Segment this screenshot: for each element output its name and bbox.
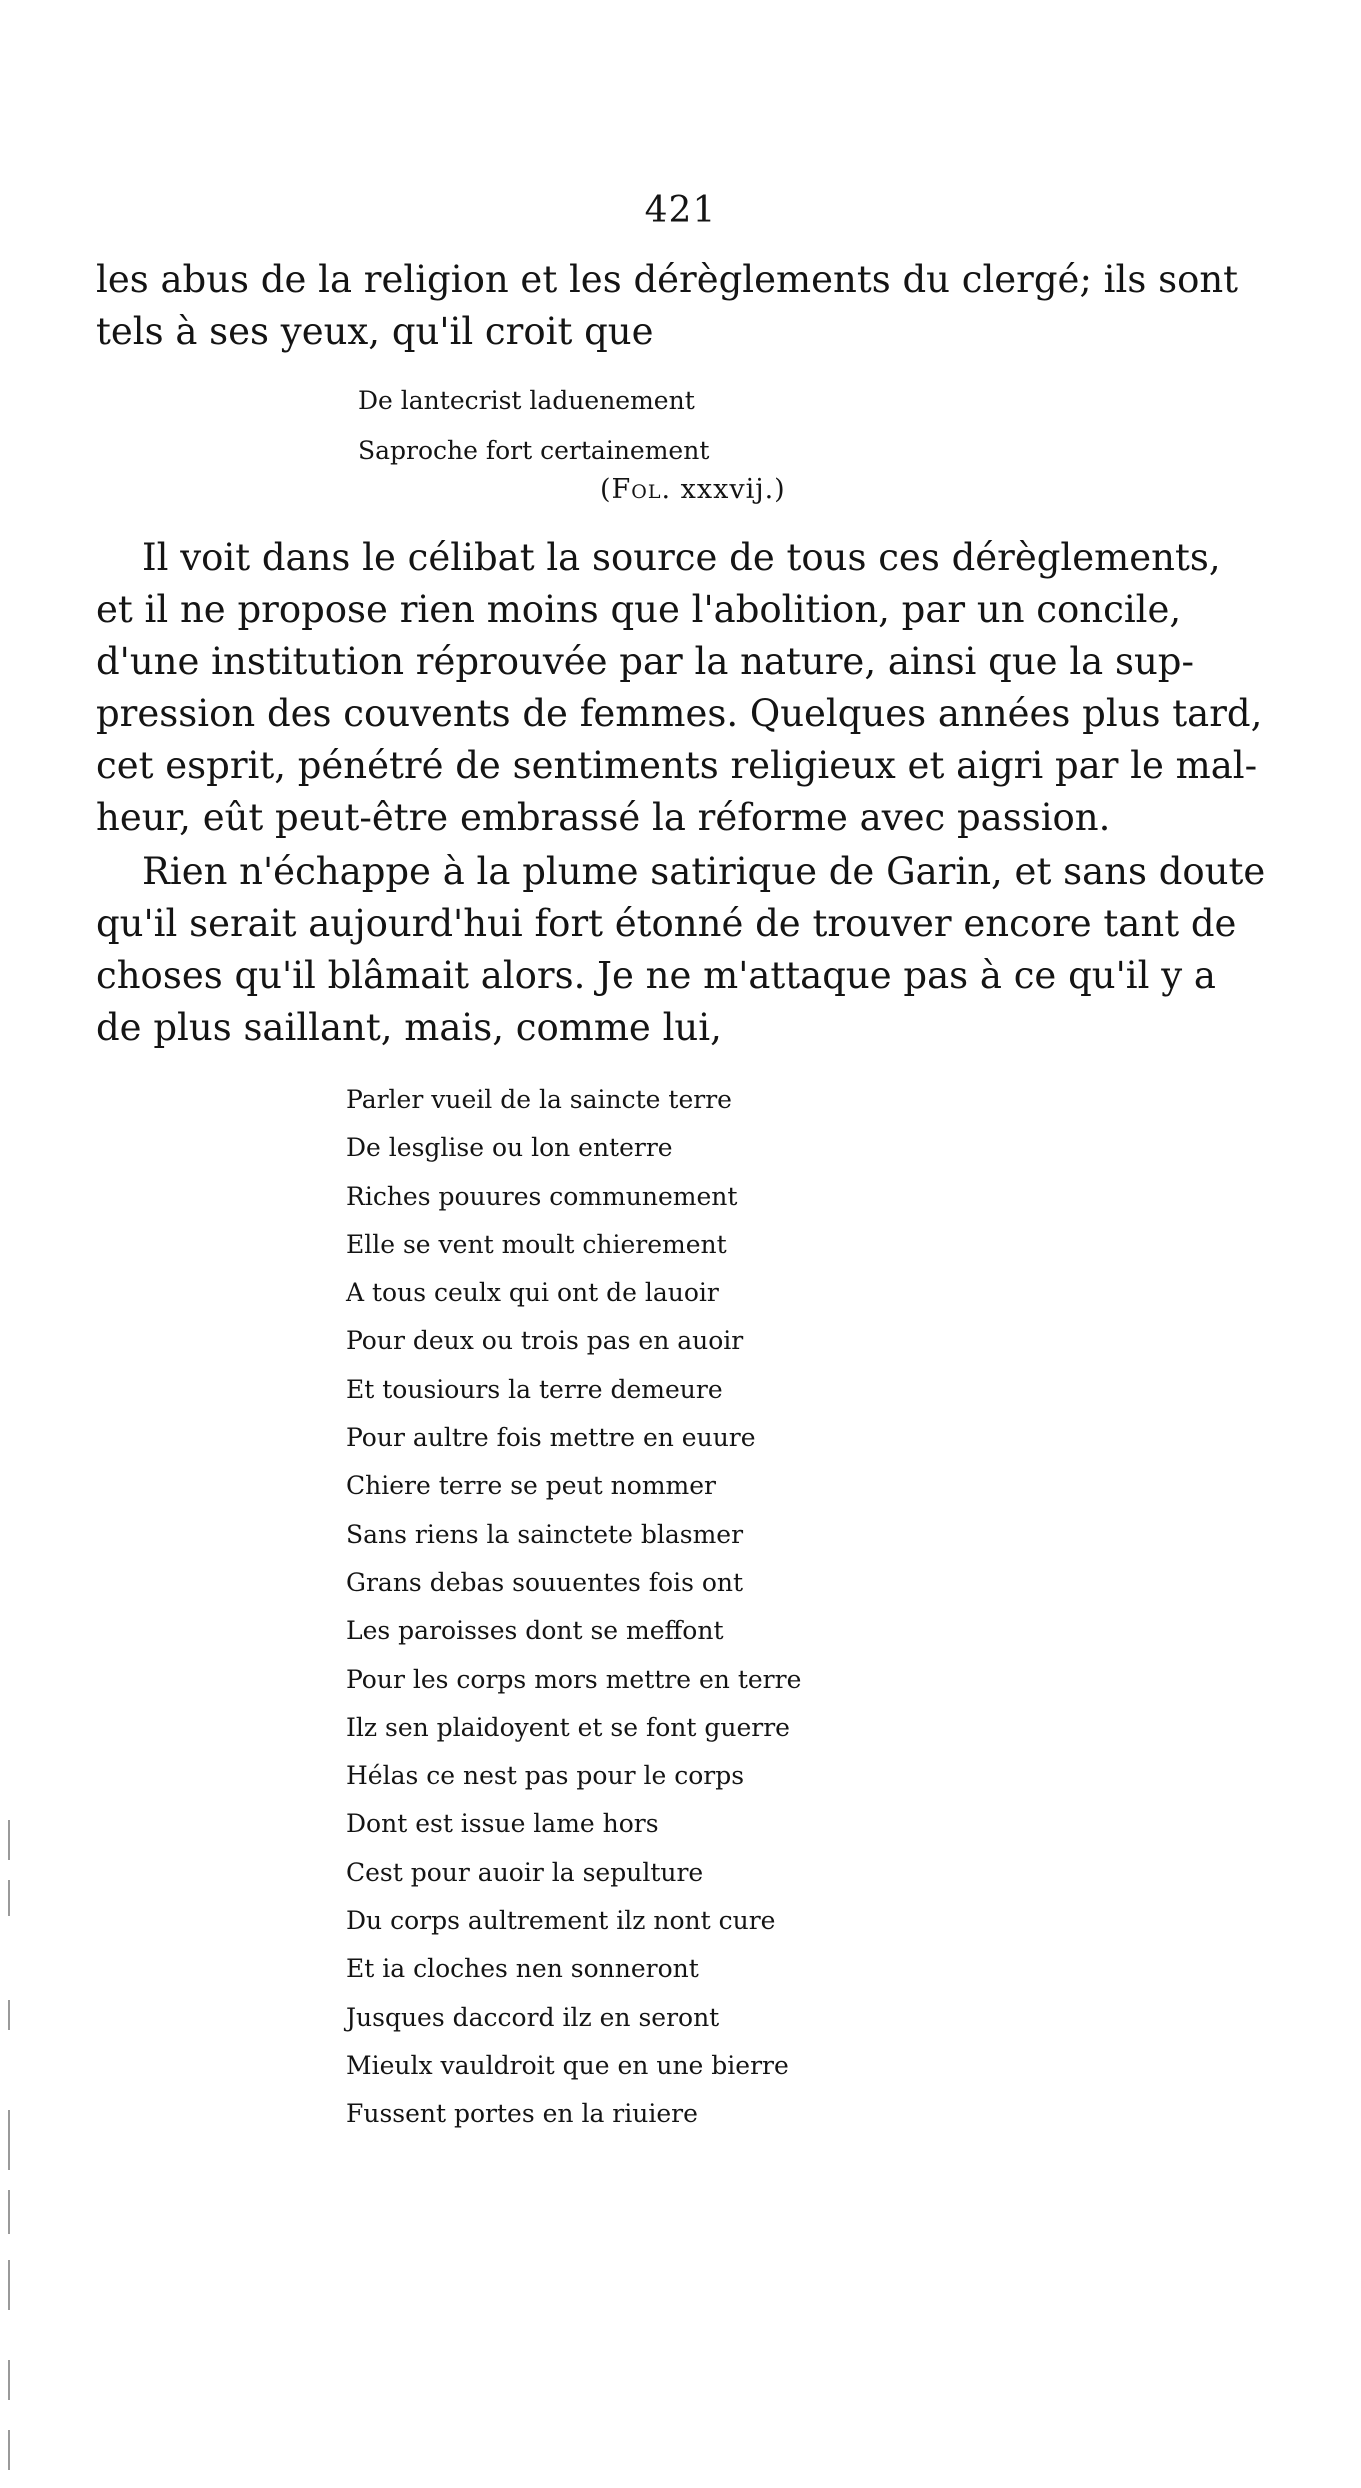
verse-line: Chiere terre se peut nommer	[346, 1471, 716, 1501]
verse-line: Saproche fort certainement	[358, 436, 710, 465]
text-line: de plus saillant, mais, comme lui,	[96, 1006, 722, 1049]
verse-line: Cest pour auoir la sepulture	[346, 1857, 704, 1887]
text-line: les abus de la religion et les dérèglements du clergé; ils sont	[96, 258, 1239, 301]
paragraph-1	[96, 254, 1239, 358]
scan-edge-mark	[8, 2260, 10, 2310]
citation-fol: Fol.	[611, 474, 672, 505]
scan-edge-mark	[8, 2360, 10, 2400]
text-line: heur, eût peut-être embrassé la réforme avec passion.	[96, 796, 1111, 839]
scan-edge-mark	[8, 2110, 10, 2170]
scan-edge-mark	[8, 2430, 10, 2470]
citation-open: (	[600, 474, 612, 505]
text-line: Rien n'échappe à la plume satirique de Garin, et sans doute	[142, 850, 1266, 893]
verse-line: Ilz sen plaidoyent et se font guerre	[346, 1712, 790, 1742]
verse-quote-1	[358, 376, 709, 476]
scan-edge-mark	[8, 2000, 10, 2030]
paragraph-3	[96, 846, 1266, 1054]
text-line: d'une institution réprouvée par la nature, ainsi que la sup-	[96, 640, 1194, 683]
verse-line: Mieulx vauldroit que en une bierre	[346, 2050, 789, 2080]
verse-line: Sans riens la sainctete blasmer	[346, 1519, 744, 1549]
verse-line: Elle se vent moult chierement	[346, 1229, 727, 1259]
verse-line: De lesglise ou lon enterre	[346, 1133, 673, 1163]
verse-line: Parler vueil de la saincte terre	[346, 1085, 732, 1114]
verse-quote-2	[346, 1076, 801, 2139]
verse-line: Grans debas souuentes fois ont	[346, 1567, 744, 1597]
text-line: qu'il serait aujourd'hui fort étonné de trouver encore tant de	[96, 902, 1237, 945]
verse-line: Hélas ce nest pas pour le corps	[346, 1761, 745, 1791]
verse-line: Riches pouures communement	[346, 1181, 738, 1211]
paragraph-2	[96, 532, 1263, 844]
folio-citation	[600, 474, 786, 505]
text-line: tels à ses yeux, qu'il croit que	[96, 310, 654, 353]
verse-line: Les paroisses dont se meffont	[346, 1616, 724, 1646]
verse-line: Jusques daccord ilz en seront	[346, 2002, 720, 2032]
verse-line: Fussent portes en la riuiere	[346, 2099, 698, 2129]
text-line: pression des couvents de femmes. Quelques années plus tard,	[96, 692, 1263, 735]
verse-line: Dont est issue lame hors	[346, 1809, 659, 1839]
scan-edge-mark	[8, 1820, 10, 1860]
verse-line: Et ia cloches nen sonneront	[346, 1954, 699, 1984]
scan-edge-mark	[8, 2190, 10, 2234]
verse-line: Pour les corps mors mettre en terre	[346, 1664, 802, 1694]
verse-line: A tous ceulx qui ont de lauoir	[346, 1278, 719, 1308]
text-line: cet esprit, pénétré de sentiments religieux et aigri par le mal-	[96, 744, 1258, 787]
verse-line: Du corps aultrement ilz nont cure	[346, 1906, 776, 1936]
verse-line: Et tousiours la terre demeure	[346, 1374, 723, 1404]
text-line: choses qu'il blâmait alors. Je ne m'attaque pas à ce qu'il y a	[96, 954, 1216, 997]
verse-line: Pour aultre fois mettre en euure	[346, 1423, 756, 1453]
text-line: Il voit dans le célibat la source de tous ces dérèglements,	[142, 536, 1221, 579]
text-line: et il ne propose rien moins que l'abolition, par un concile,	[96, 588, 1182, 631]
citation-ref: xxxvij.)	[671, 474, 786, 505]
page-number: 421	[644, 190, 717, 231]
verse-line: Pour deux ou trois pas en auoir	[346, 1326, 744, 1356]
verse-line: De lantecrist laduenement	[358, 386, 695, 415]
scan-edge-mark	[8, 1880, 10, 1916]
